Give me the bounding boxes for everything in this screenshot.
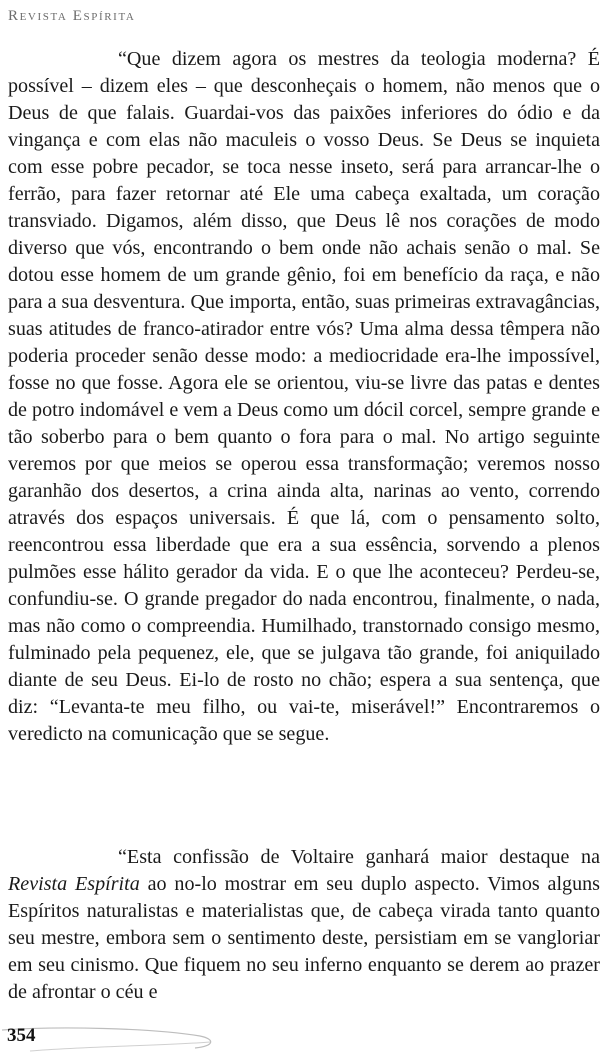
page-number: 354 [7,1025,36,1046]
journal-title-italic: Revista Espírita [8,873,140,895]
running-header: Revista Espírita [8,8,136,24]
paragraph-1: “Que dizem agora os mestres da teologia moderna? É possível – dizem eles – que desconheçais o homem, não menos que o Deus de que falais. Guardai-vos das paixões inferiores do ódio e da vingança e com elas não maculeis o vosso Deus. Se Deus se inquieta com esse pobre pecador, se toca nesse inseto, será para arrancar-lhe o ferrão, para fazer retornar até Ele uma cabeça exaltada, um coração transviado. Digamos, além disso, que Deus lê nos corações de modo diverso que vós, encontrando o bem onde não achais senão o mal. Se dotou esse homem de um grande gênio, foi em benefício da raça, e não para a sua desventura. Que importa, então, suas primeiras extravagâncias, suas atitudes de franco-atirador entre vós? Uma alma dessa têmpera não poderia proceder senão desse modo: a mediocridade era-lhe impossível, fosse no que fosse. Agora ele se orientou, viu-se livre das patas e dentes de potro indomável e vem a Deus como um dócil corcel, sempre grande e tão soberbo para o bem quanto o fora para o mal. No artigo seguinte veremos por que meios se operou essa transformação; veremos nosso garanhão dos desertos, a crina ainda alta, narinas ao vento, correndo através dos espaços universais. É que lá, com o pensamento solto, reencontrou essa liberdade que era a sua essência, sorvendo a plenos pulmões esse hálito gerador da vida. E o que lhe aconteceu? Perdeu-se, confundiu-se. O grande pregador do nada encontrou, finalmente, o nada, mas não como o compreendia. Humilhado, transtornado consigo mesmo, fulminado pela pequenez, ele, que se julgava tão grande, foi aniquilado diante de seu Deus. Ei-lo de rosto no chão; espera a sua sentença, que diz: “Levanta-te meu filho, ou vai-te, miserável!” Encontraremos o veredicto na comunicação que se segue. [8,48,600,745]
paragraph-2-text-start: “Esta confissão de Voltaire ganhará maior destaque na [118,846,600,868]
paragraph-2 [8,844,600,1006]
paragraph-2-text-end: ao no-lo mostrar em seu duplo aspecto. Vimos alguns Espíritos naturalistas e materialistas que, de cabeça virada tanto quanto seu mestre, embora sem o sentimento deste, persistiam em se vangloriar em seu cinismo. Que fiquem no seu inferno enquanto se derem ao prazer de afrontar o céu e [8,873,600,1003]
